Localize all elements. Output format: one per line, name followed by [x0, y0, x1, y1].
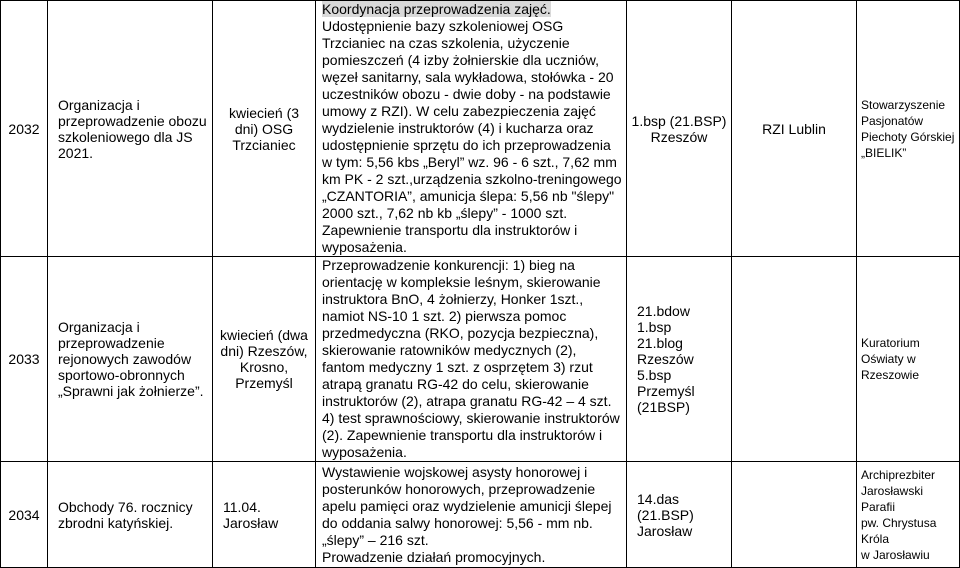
- table-row: [1, 1, 960, 257]
- organizer: RZI Lublin: [732, 1, 857, 257]
- organizer: [732, 257, 857, 462]
- row-number: 2034: [1, 462, 48, 568]
- organizer: [732, 462, 857, 568]
- event-title: Organizacja i przeprowadzenie obozu szkoleniowego dla JS 2021.: [48, 1, 213, 257]
- partner: Kuratorium Oświaty w Rzeszowie: [857, 257, 960, 462]
- event-date-place: 11.04. Jarosław: [213, 462, 316, 568]
- event-description: Przeprowadzenie konkurencji: 1) bieg na orientację w kompleksie leśnym, skierowanie instruktora BnO, 4 żołnierzy, Honker 1szt., namiot NS-10 1 szt. 2) pierwsza pomoc przedmedyczna (RKO, pozycja bezpieczna), skierowanie ratowników medycznych (2), fantom medyczny 1 szt. z osprzętem 3) rzut atrapą granatu RG-42 do celu, skierowanie instruktorów (2), atrapa granatu RG-42 – 4 szt. 4) test sprawnościowy, skierowanie instruktorów (2). Zapewnienie transportu dla instruktorów i wyposażenia.: [316, 257, 627, 462]
- description-heading: Koordynacja przeprowadzenia zajęć.: [322, 1, 551, 17]
- row-number: 2033: [1, 257, 48, 462]
- event-description-cell: [316, 1, 627, 257]
- event-description: Udostępnienie bazy szkoleniowej OSG Trzcianiec na czas szkolenia, użyczenie pomieszczeń (4 izby żołnierskie dla uczniów, węzeł sanitarny, sala wykładowa, stołówka - 20 uczestników obozu - dwie doby - na podstawie umowy z RZI). W celu zabezpieczenia zajęć wydzielenie instruktorów (4) i kucharza oraz udostępnienie sprzętu do ich przeprowadzenia w tym: 5,56 kbs „Beryl” wz. 96 - 6 szt., 7,62 mm km PK - 2 szt.,urządzenia szkolno-treningowego „CZANTORIA”, amunicja ślepa: 5,56 nb "ślepy" 2000 szt., 7,62 nb kb „ślepy” - 1000 szt. Zapewnienie transportu dla instruktorów i wyposażenia.: [322, 18, 622, 255]
- event-date-place: kwiecień (3 dni) OSG Trzcianiec: [213, 1, 316, 257]
- event-date-place: kwiecień (dwa dni) Rzeszów, Krosno, Przemyśl: [213, 257, 316, 462]
- military-unit: 14.das (21.BSP) Jarosław: [627, 462, 732, 568]
- table-row: [1, 257, 960, 462]
- row-number: 2032: [1, 1, 48, 257]
- partner: Archiprezbiter Jarosławski Parafii pw. Chrystusa Króla w Jarosławiu: [857, 462, 960, 568]
- event-title: Obchody 76. rocznicy zbrodni katyńskiej.: [48, 462, 213, 568]
- military-unit: 1.bsp (21.BSP) Rzeszów: [627, 1, 732, 257]
- military-unit: 21.bdow 1.bsp 21.blog Rzeszów 5.bsp Przemyśl (21BSP): [627, 257, 732, 462]
- table-row: [1, 462, 960, 568]
- event-description: Wystawienie wojskowej asysty honorowej i posterunków honorowych, przeprowadzenie apelu pamięci oraz wydzielenie amunicji ślepej do oddania salwy honorowej: 5,56 - mm nb. „ślepy” – 216 szt. Prowadzenie działań promocyjnych.: [316, 462, 627, 568]
- event-title: Organizacja i przeprowadzenie rejonowych zawodów sportowo-obronnych „Sprawni jak żołnierze”.: [48, 257, 213, 462]
- partner: Stowarzyszenie Pasjonatów Piechoty Górskiej „BIELIK”: [857, 1, 960, 257]
